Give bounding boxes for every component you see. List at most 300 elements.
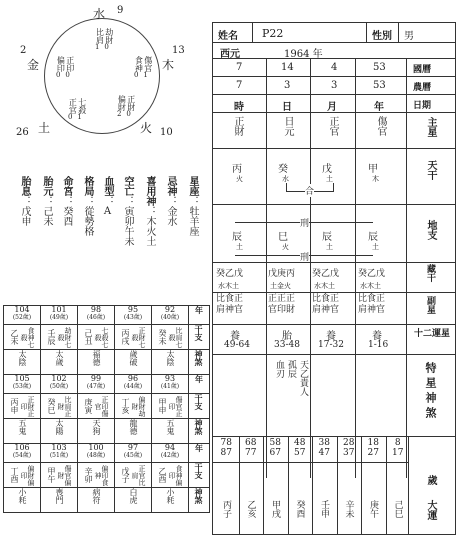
- gods: 比肩正財: [57, 395, 72, 417]
- annual-pillar-cell: [4, 325, 41, 350]
- stem-hour-element: 火: [236, 175, 243, 183]
- annual-star: 太陰: [166, 350, 175, 366]
- age: (47歲): [86, 382, 106, 390]
- side-label: 年: [189, 375, 210, 394]
- major-luck-pillar: 己巳: [392, 500, 403, 518]
- annual-star-cell: [115, 488, 152, 513]
- annual-pillar-cell: [41, 394, 78, 419]
- info-label: 喜用神: [144, 176, 155, 206]
- side-label: [189, 419, 210, 444]
- annual-star: 白虎: [129, 488, 138, 504]
- gods: 食神七殺: [20, 326, 35, 348]
- date-label: 日期: [413, 101, 432, 111]
- major-luck-label: 大運: [425, 500, 436, 520]
- divider: [212, 76, 456, 77]
- element-water-count: 9: [117, 5, 124, 16]
- side-text: 神煞: [194, 419, 204, 435]
- annual-star: 病符: [92, 488, 101, 504]
- gods: 偏財劫財: [131, 395, 146, 417]
- punishment-mark: 刑: [300, 250, 309, 263]
- sub-star-hour: 比食正 肩神官: [216, 294, 244, 315]
- divider: [212, 148, 456, 149]
- info-zodiac: 星座：牡羊座: [187, 176, 198, 236]
- annual-year-cell: [152, 444, 189, 463]
- annual-year-cell: [115, 375, 152, 394]
- major-luck-age: 18 27: [367, 438, 379, 459]
- stage-hour-age: 49-64: [224, 340, 250, 350]
- age: (51歲): [49, 451, 69, 459]
- god-count: 0: [134, 71, 139, 79]
- age: (53歲): [12, 382, 32, 390]
- annual-star: 小耗: [18, 488, 27, 504]
- annual-year-cell: [152, 375, 189, 394]
- age: (46歲): [86, 313, 106, 321]
- annual-star-cell: [78, 419, 115, 444]
- info-label: 星座: [187, 176, 198, 196]
- pillar: 癸未: [158, 329, 167, 345]
- age: (45歲): [123, 451, 143, 459]
- annual-star: 龍德: [129, 419, 138, 435]
- annual-year-cell: [4, 375, 41, 394]
- major-luck-pillar: 庚午: [368, 500, 378, 518]
- gods: 偏財偏印: [20, 464, 35, 486]
- col-month: 月: [327, 102, 337, 113]
- side-label: [189, 463, 210, 488]
- star-nobleman: 天乙貴人: [298, 360, 308, 396]
- gods: 正財正印: [20, 395, 35, 417]
- name-value: P22: [262, 27, 284, 40]
- pillar: 辛卯: [84, 467, 93, 483]
- stars-label: 特星神煞: [424, 362, 437, 422]
- divider: [212, 354, 456, 355]
- divider: [361, 436, 362, 535]
- info-value: 金水: [165, 206, 176, 226]
- annual-pillar-cell: [115, 394, 152, 419]
- gods: 比肩七殺: [168, 326, 183, 348]
- main-star-hour: 正財: [232, 116, 243, 136]
- element-wood-count: 13: [172, 45, 185, 56]
- god-count: 0: [56, 71, 61, 79]
- lunar-hour: 7: [236, 80, 243, 91]
- annual-star: 太陰: [18, 350, 27, 366]
- year: 92: [164, 305, 176, 314]
- element-metal-count: 2: [20, 45, 27, 56]
- pillar: 庚寅: [84, 398, 93, 414]
- punishment-mark: 刑: [300, 216, 309, 229]
- lunar-day: 3: [284, 80, 291, 91]
- annual-pillar-cell: [78, 394, 115, 419]
- info-label: 格局: [82, 176, 93, 196]
- god-count: 0: [68, 113, 73, 121]
- hidden-day-elements: 土金火: [270, 282, 291, 290]
- branches-label: 地支: [425, 220, 436, 240]
- hidden-day: 戊庚丙: [268, 269, 296, 279]
- annual-year-cell: [4, 444, 41, 463]
- star-blood-blade: 血刃: [274, 360, 284, 378]
- annual-year-cell: [152, 306, 189, 325]
- annual-pillar-cell: [115, 325, 152, 350]
- stage-month-age: 17-32: [318, 340, 344, 350]
- major-luck-pillar: 丙子: [221, 500, 231, 518]
- gender-value: 男: [404, 31, 414, 42]
- god-count: 1: [95, 43, 100, 51]
- god-label: 偏財: [117, 95, 127, 111]
- god-label: 正印: [65, 56, 75, 72]
- major-luck-age: 8 17: [392, 438, 404, 459]
- hidden-label: 藏干: [425, 264, 435, 282]
- sub-star-year: 比食正 肩神官: [358, 294, 386, 315]
- branch-day-element: 火: [282, 243, 289, 251]
- divider: [386, 436, 387, 535]
- stage-hour: 養: [230, 331, 240, 342]
- gods: 食神偏印: [168, 464, 183, 486]
- annual-star-cell: [115, 350, 152, 375]
- god-count: 2: [117, 110, 122, 118]
- major-luck-pillar: 甲戌: [270, 500, 280, 518]
- pillar: 乙酉: [158, 467, 167, 483]
- divider: [398, 22, 399, 42]
- branch-year-element: 土: [372, 243, 379, 251]
- god-label: 正官: [68, 98, 78, 114]
- god-label: 傷官: [143, 56, 153, 72]
- side-text: 干支: [194, 394, 204, 410]
- main-star-month: 正官: [327, 116, 338, 136]
- stage-day-age: 33-48: [274, 340, 300, 350]
- age: (52歲): [12, 313, 32, 321]
- side-label: 年: [189, 444, 210, 463]
- god-label: 劫財: [104, 28, 114, 44]
- info-value: A: [102, 206, 113, 217]
- annual-pillar-cell: [4, 394, 41, 419]
- gods: 正印傷官: [94, 395, 109, 417]
- annual-pillar-cell: [4, 463, 41, 488]
- major-luck-age: 38 47: [318, 438, 330, 459]
- annual-star: 五鬼: [166, 419, 175, 435]
- branch-year: 辰: [368, 232, 378, 243]
- pillar: 甲申: [158, 398, 167, 414]
- major-luck-age: 58 67: [269, 438, 281, 459]
- age: (48歲): [86, 451, 106, 459]
- info-value: 己未: [41, 206, 52, 226]
- year: 95: [127, 305, 139, 314]
- god-count: 1: [143, 71, 148, 79]
- year: 94: [164, 443, 176, 452]
- divider: [212, 112, 456, 113]
- annual-star: 福德: [92, 350, 101, 366]
- pillar: 丁酉: [10, 467, 19, 483]
- annual-star-cell: [152, 350, 189, 375]
- year: 106: [14, 443, 30, 452]
- annual-star-cell: [41, 488, 78, 513]
- divider: [252, 22, 253, 42]
- year: 100: [88, 443, 104, 452]
- year: 97: [127, 443, 139, 452]
- annual-year-cell: [78, 375, 115, 394]
- era-label: 西元: [220, 49, 240, 60]
- info-label: 胎元: [41, 176, 52, 196]
- divider: [212, 94, 456, 95]
- element-wood: 木: [162, 58, 175, 72]
- gods: 傷官偏財: [57, 464, 72, 486]
- year: 104: [14, 305, 30, 314]
- annual-pillar-cell: [152, 463, 189, 488]
- major-luck-age: 48 57: [294, 438, 306, 459]
- hidden-year: 癸乙戊: [358, 269, 386, 279]
- annual-year-cell: [4, 306, 41, 325]
- age: (44歲): [123, 382, 143, 390]
- year: 99: [90, 374, 102, 383]
- annual-star: 歲破: [129, 350, 138, 366]
- element-fire: 火: [140, 121, 153, 135]
- major-luck-age: 78 87: [220, 438, 232, 459]
- gender-label: 性別: [372, 31, 392, 42]
- divider: [212, 42, 456, 43]
- divider: [355, 58, 356, 478]
- info-label: 忌神: [165, 176, 176, 196]
- god-label: 食神: [134, 56, 144, 72]
- metal-gods: [56, 56, 74, 79]
- lunar-month: 3: [331, 80, 338, 91]
- annual-star-cell: [41, 350, 78, 375]
- pillar: 甲午: [47, 467, 56, 483]
- divider: [212, 436, 456, 437]
- lunar-label: 農曆: [413, 83, 432, 93]
- side-label: [189, 350, 210, 375]
- divider: [212, 204, 456, 205]
- element-fire-count: 10: [160, 127, 173, 138]
- divider: [212, 58, 456, 59]
- birth-year: 1964 年: [284, 49, 323, 60]
- gregorian-month: 4: [331, 62, 338, 73]
- god-label: 正財: [126, 95, 136, 111]
- gods: 傷官正印: [168, 395, 183, 417]
- hidden-month: 癸乙戊: [312, 269, 340, 279]
- branch-month: 辰: [322, 232, 332, 243]
- stage-year: 養: [372, 331, 382, 342]
- side-label: 年: [189, 306, 210, 325]
- annual-year-cell: [78, 444, 115, 463]
- year: 98: [90, 305, 102, 314]
- branch-day: 巳: [278, 232, 288, 243]
- info-taiyuan: 胎元：己未: [41, 176, 52, 226]
- divider: [310, 58, 311, 478]
- annual-star-cell: [152, 488, 189, 513]
- hidden-hour-elements: 水木土: [218, 282, 239, 290]
- main-star-day: 日元: [282, 116, 293, 136]
- age: (50歲): [49, 382, 69, 390]
- annual-luck-table: [3, 305, 210, 513]
- annual-year-cell: [78, 306, 115, 325]
- star-lonely: 孤辰: [286, 360, 296, 378]
- pillar: 丙戌: [121, 329, 130, 345]
- info-value: 戊申: [19, 206, 30, 226]
- god-label: 七殺: [77, 98, 87, 114]
- annual-pillar-cell: [78, 325, 115, 350]
- info-label: 空亡: [122, 176, 133, 196]
- major-luck-age: 28 37: [343, 438, 355, 459]
- annual-star: 太陽: [55, 419, 64, 435]
- year: 96: [127, 374, 139, 383]
- info-minggong: 命宮：癸酉: [61, 176, 72, 226]
- branch-month-element: 土: [326, 243, 333, 251]
- stem-day: 癸: [278, 164, 288, 175]
- year: 93: [164, 374, 176, 383]
- divider: [266, 58, 267, 478]
- god-count: 0: [104, 43, 109, 51]
- element-earth: 土: [38, 121, 51, 135]
- stem-hour: 丙: [232, 164, 242, 175]
- info-taixi: 胎息：戊申: [19, 176, 30, 226]
- divider: [406, 58, 407, 478]
- stem-year: 甲: [368, 164, 378, 175]
- info-kongwang: 空亡：寅卯午未: [122, 176, 133, 246]
- col-day: 日: [282, 102, 292, 113]
- stage-day: 胎: [282, 331, 292, 342]
- major-luck-pillar: 辛未: [343, 500, 354, 518]
- stage-year-age: 1-16: [368, 340, 389, 350]
- lunar-year: 53: [373, 80, 386, 91]
- side-label: [189, 325, 210, 350]
- stage-month: 養: [326, 331, 336, 342]
- stem-month-element: 土: [326, 175, 333, 183]
- annual-pillar-cell: [41, 463, 78, 488]
- divider: [212, 292, 456, 293]
- divider: [212, 324, 456, 325]
- year: 102: [51, 374, 67, 383]
- hidden-year-elements: 水木土: [360, 282, 381, 290]
- info-value: 木火土: [144, 216, 155, 246]
- annual-year-cell: [41, 375, 78, 394]
- divider: [263, 436, 264, 535]
- god-label: 比肩: [95, 28, 105, 44]
- annual-star-cell: [4, 350, 41, 375]
- col-hour: 時: [234, 102, 244, 113]
- annual-star: 天狗: [92, 419, 101, 435]
- gods: 正官比肩: [131, 464, 146, 486]
- age: (40歲): [160, 313, 180, 321]
- pillar: 丁亥: [121, 398, 130, 414]
- info-geju: 格局：從勢格: [82, 176, 93, 236]
- annual-year-cell: [41, 444, 78, 463]
- gregorian-year: 53: [373, 62, 386, 73]
- hidden-month-elements: 水木土: [314, 282, 335, 290]
- pillar: 戊子: [121, 467, 130, 483]
- side-text: 神煞: [194, 350, 204, 366]
- age: (42歲): [160, 451, 180, 459]
- gods: 劫財七殺: [57, 326, 72, 348]
- pillar: 壬辰: [47, 329, 56, 345]
- earth-gods: [68, 98, 86, 121]
- info-value: 寅卯午未: [122, 206, 133, 246]
- col-year: 年: [374, 102, 384, 113]
- major-luck-pillar: 癸酉: [294, 500, 305, 518]
- side-label: [189, 394, 210, 419]
- year: 101: [51, 305, 67, 314]
- age: (49歲): [49, 313, 69, 321]
- stem-month: 戊: [322, 164, 332, 175]
- annual-pillar-cell: [152, 394, 189, 419]
- major-luck-age: 68 77: [245, 438, 257, 459]
- annual-year-cell: [41, 306, 78, 325]
- pillar: 己丑: [84, 329, 93, 345]
- side-label: [189, 488, 210, 513]
- pillar: 乙未: [10, 329, 19, 345]
- annual-year-cell: [115, 306, 152, 325]
- annual-pillar-cell: [78, 463, 115, 488]
- info-label: 命宮: [61, 176, 72, 196]
- annual-pillar-cell: [115, 463, 152, 488]
- branch-hour-element: 土: [236, 243, 243, 251]
- major-luck-pillar: 壬申: [319, 500, 329, 518]
- divider: [366, 22, 367, 42]
- age: (43歲): [123, 313, 143, 321]
- info-jishen: 忌神：金水: [165, 176, 176, 226]
- sub-star-day: 正正正 官印財: [268, 294, 296, 315]
- annual-star-cell: [152, 419, 189, 444]
- sui-label: 歲: [425, 475, 436, 485]
- divider: [239, 436, 240, 535]
- element-metal: 金: [27, 58, 40, 72]
- side-text: 干支: [194, 325, 204, 341]
- god-count: 0: [65, 71, 70, 79]
- annual-pillar-cell: [41, 325, 78, 350]
- year: 105: [14, 374, 30, 383]
- age: (54歲): [12, 451, 32, 459]
- water-gods: [95, 28, 113, 51]
- hidden-hour: 癸乙戊: [216, 269, 244, 279]
- main-star-label: 主星: [425, 117, 436, 137]
- gods: 偏印食神: [94, 464, 109, 486]
- gods: 正財七殺: [131, 326, 146, 348]
- stem-day-element: 水: [282, 175, 289, 183]
- annual-star-cell: [78, 350, 115, 375]
- god-count: 1: [77, 113, 82, 121]
- annual-star: 五鬼: [18, 419, 27, 435]
- side-text: 干支: [194, 463, 204, 479]
- name-label: 姓名: [218, 31, 238, 42]
- divider: [212, 262, 456, 263]
- annual-pillar-cell: [152, 325, 189, 350]
- annual-year-cell: [115, 444, 152, 463]
- year: 103: [51, 443, 67, 452]
- annual-star: 喪門: [55, 488, 64, 504]
- gregorian-hour: 7: [236, 62, 243, 73]
- divider: [212, 462, 408, 463]
- stages-label: 十二運星: [413, 329, 450, 339]
- divider: [337, 436, 338, 535]
- gregorian-day: 14: [281, 62, 294, 73]
- info-xiyong: 喜用神：木火土: [144, 176, 155, 246]
- divider: [408, 436, 409, 535]
- pillar: 丙申: [10, 398, 19, 414]
- annual-star-cell: [4, 419, 41, 444]
- sub-star-month: 比食正 肩神官: [312, 294, 340, 315]
- annual-star-cell: [115, 419, 152, 444]
- annual-star: 太歲: [55, 350, 64, 366]
- info-value: 牡羊座: [187, 206, 198, 236]
- element-water: 水: [93, 7, 106, 21]
- info-label: 胎息: [19, 176, 30, 196]
- divider: [288, 436, 289, 535]
- gregorian-label: 國曆: [413, 65, 432, 75]
- info-value: 癸酉: [61, 206, 72, 226]
- divider: [312, 436, 313, 535]
- combination-mark: 合: [305, 184, 314, 197]
- annual-star-cell: [4, 488, 41, 513]
- info-label: 血型: [102, 176, 113, 196]
- main-star-year: 傷官: [375, 116, 386, 136]
- annual-star: 小耗: [166, 488, 175, 504]
